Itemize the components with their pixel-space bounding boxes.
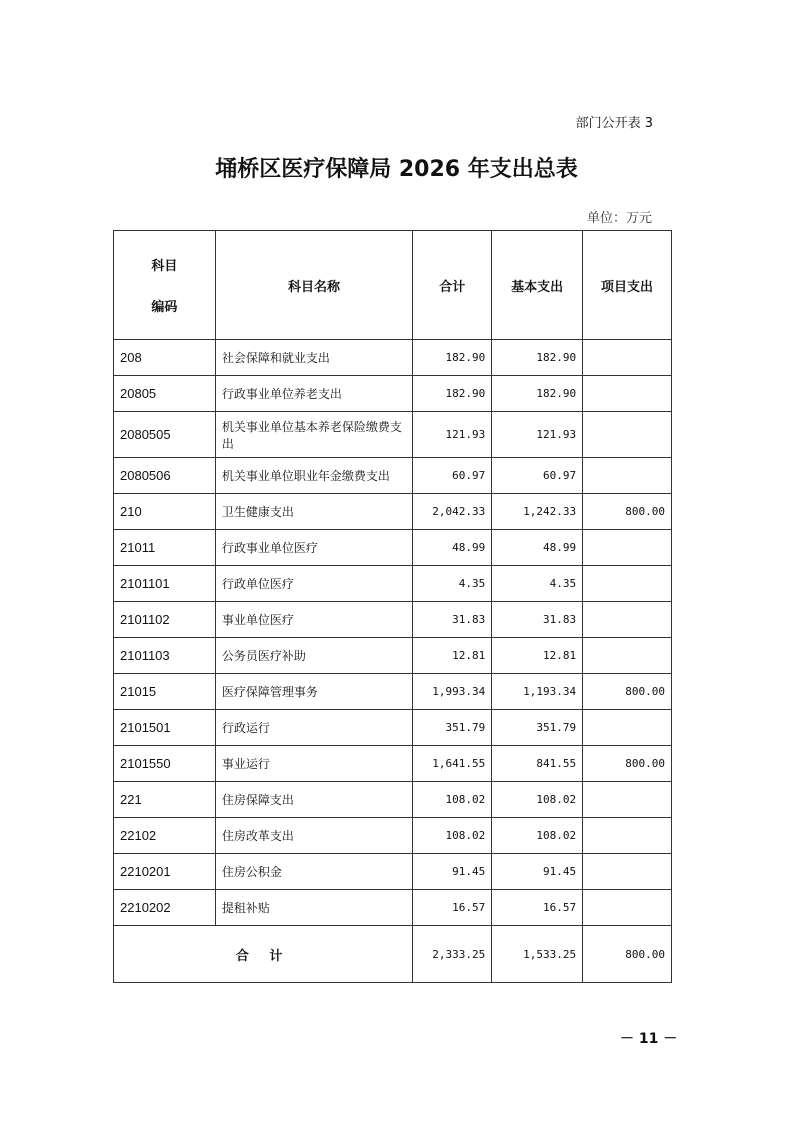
cell-total: 1,993.34 [413,674,492,710]
cell-code: 22102 [114,818,216,854]
cell-basic: 4.35 [492,566,583,602]
cell-code: 21011 [114,530,216,566]
header-code [114,231,216,340]
cell-code: 2101501 [114,710,216,746]
cell-total: 48.99 [413,530,492,566]
cell-project: 800.00 [583,674,672,710]
cell-code: 210 [114,494,216,530]
page-title: 埇桥区医疗保障局 2026 年支出总表 [215,157,578,182]
cell-code: 2101102 [114,602,216,638]
cell-code: 21015 [114,674,216,710]
cell-total: 31.83 [413,602,492,638]
cell-name: 事业单位医疗 [215,602,412,638]
cell-code: 2210201 [114,854,216,890]
cell-code: 208 [114,340,216,376]
cell-total: 182.90 [413,376,492,412]
cell-code: 2210202 [114,890,216,926]
cell-name: 行政单位医疗 [215,566,412,602]
table-row [114,710,672,746]
cell-basic: 182.90 [492,376,583,412]
cell-total: 2,042.33 [413,494,492,530]
table-row [114,376,672,412]
table-row [114,674,672,710]
table-row [114,340,672,376]
table-row [114,782,672,818]
cell-total: 16.57 [413,890,492,926]
header-basic: 基本支出 [492,231,583,340]
cell-basic: 31.83 [492,602,583,638]
cell-name: 住房保障支出 [215,782,412,818]
cell-basic: 351.79 [492,710,583,746]
cell-total: 182.90 [413,340,492,376]
table-row [114,458,672,494]
table-row [114,412,672,458]
cell-basic: 108.02 [492,782,583,818]
cell-name: 住房公积金 [215,854,412,890]
cell-project [583,458,672,494]
cell-total: 12.81 [413,638,492,674]
cell-code: 2101103 [114,638,216,674]
cell-name: 公务员医疗补助 [215,638,412,674]
unit-label: 单位：万元 [586,211,652,226]
cell-project [583,376,672,412]
table-row [114,602,672,638]
cell-basic: 16.57 [492,890,583,926]
cell-project: 800.00 [583,746,672,782]
cell-basic: 1,242.33 [492,494,583,530]
table-row [114,746,672,782]
cell-project [583,638,672,674]
table-row [114,566,672,602]
cell-code: 2101101 [114,566,216,602]
cell-name: 提租补贴 [215,890,412,926]
cell-total: 60.97 [413,458,492,494]
cell-code: 2101550 [114,746,216,782]
grand-total-basic: 1,533.25 [492,926,583,983]
grand-total-row [114,926,672,983]
cell-total: 121.93 [413,412,492,458]
cell-project [583,602,672,638]
cell-name: 卫生健康支出 [215,494,412,530]
cell-project [583,710,672,746]
cell-basic: 841.55 [492,746,583,782]
table-row [114,854,672,890]
cell-basic: 1,193.34 [492,674,583,710]
page-number: － 11 － [620,1031,678,1047]
cell-total: 91.45 [413,854,492,890]
table-row [114,890,672,926]
table-tag: 部门公开表 3 [575,116,653,131]
cell-name: 行政事业单位养老支出 [215,376,412,412]
cell-project [583,782,672,818]
cell-basic: 182.90 [492,340,583,376]
cell-total: 4.35 [413,566,492,602]
cell-project [583,566,672,602]
cell-name: 社会保障和就业支出 [215,340,412,376]
cell-name: 机关事业单位职业年金缴费支出 [215,458,412,494]
cell-code: 221 [114,782,216,818]
cell-project [583,340,672,376]
cell-project [583,818,672,854]
cell-name: 医疗保障管理事务 [215,674,412,710]
header-name: 科目名称 [215,231,412,340]
cell-code: 20805 [114,376,216,412]
cell-basic: 121.93 [492,412,583,458]
grand-total-project: 800.00 [583,926,672,983]
grand-total-label: 合 计 [114,926,413,983]
cell-total: 108.02 [413,782,492,818]
cell-total: 1,641.55 [413,746,492,782]
cell-project: 800.00 [583,494,672,530]
cell-name: 事业运行 [215,746,412,782]
header-code-line2: 编码 [151,300,178,315]
cell-basic: 108.02 [492,818,583,854]
cell-basic: 12.81 [492,638,583,674]
table-row [114,818,672,854]
cell-project [583,890,672,926]
cell-name: 住房改革支出 [215,818,412,854]
cell-project [583,412,672,458]
header-code-line1: 科目 [151,259,178,274]
cell-code: 2080505 [114,412,216,458]
cell-basic: 91.45 [492,854,583,890]
cell-basic: 48.99 [492,530,583,566]
cell-code: 2080506 [114,458,216,494]
cell-total: 351.79 [413,710,492,746]
cell-name: 行政运行 [215,710,412,746]
cell-project [583,530,672,566]
table-row [114,530,672,566]
cell-name: 行政事业单位医疗 [215,530,412,566]
cell-project [583,854,672,890]
header-project: 项目支出 [583,231,672,340]
cell-name: 机关事业单位基本养老保险缴费支出 [215,412,412,458]
grand-total-total: 2,333.25 [413,926,492,983]
table-row [114,494,672,530]
table-header-row [114,231,672,340]
table-row [114,638,672,674]
cell-total: 108.02 [413,818,492,854]
header-total: 合计 [413,231,492,340]
expenditure-table [113,230,672,983]
cell-basic: 60.97 [492,458,583,494]
